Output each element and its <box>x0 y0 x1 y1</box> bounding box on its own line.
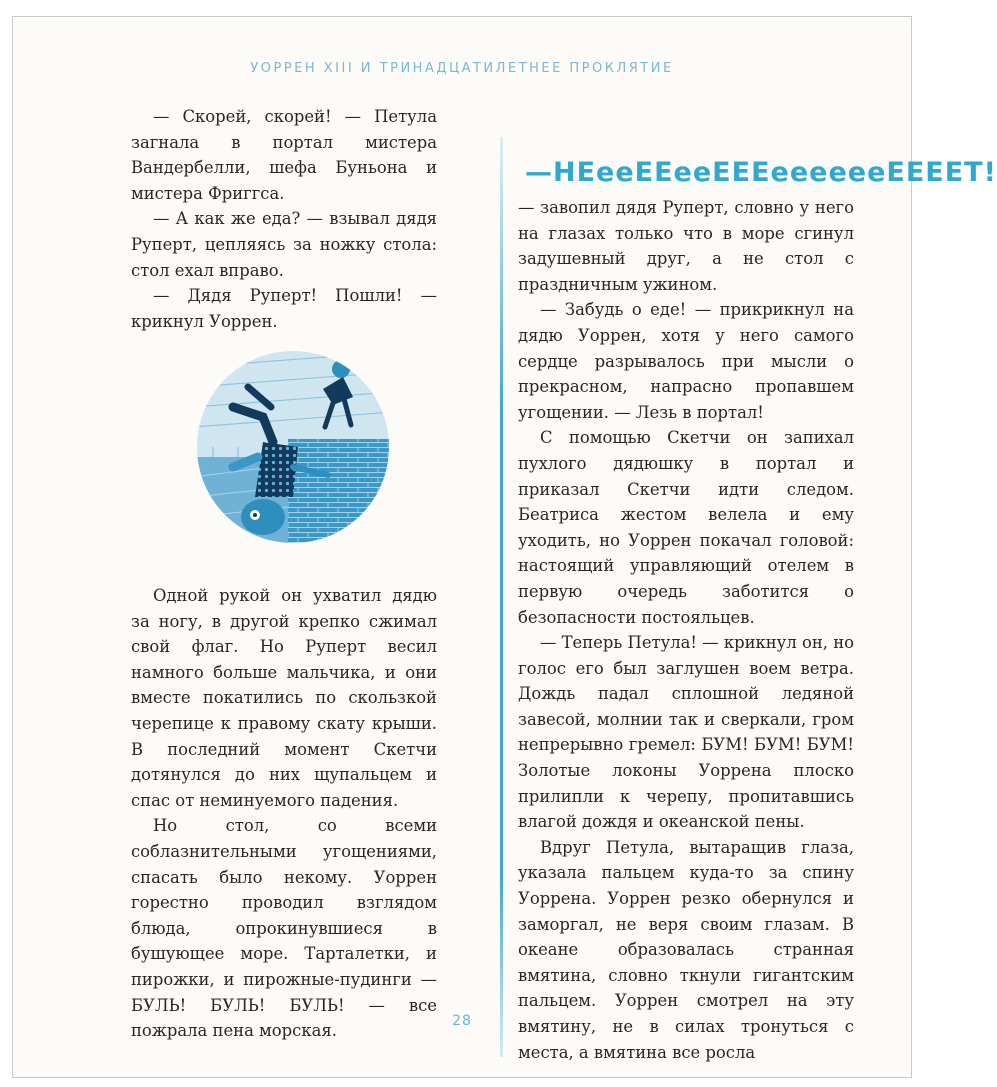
page-number: 28 <box>452 1013 472 1029</box>
paragraph: — Скорей, скорей! — Петула загнала в портал мистера Вандербелли, шефа Буньона и мистера Фриггса. <box>131 107 437 203</box>
paragraph: — Дядя Руперт! Пошли! — крикнул Уоррен. <box>131 286 437 331</box>
left-column-top <box>131 104 437 334</box>
illustration-falling-boy <box>193 347 393 547</box>
shout-heading: —НЕееЕЕееЕЕЕееееееЕЕЕЕТ! <box>525 157 997 188</box>
paragraph: — завопил дядя Руперт, словно у него на глазах только что в море сгинул задушевный друг, а не стол с праздничным ужином. <box>518 198 854 294</box>
paragraph: Но стол, со всеми соблазнительными угощениями, спасать было некому. Уоррен горестно проводил взглядом блюда, опрокинувшиеся в бушующее море. Тарталетки, и пирожки, и пирожные-пудинги — БУЛЬ! БУЛЬ! БУЛЬ! — все пожрала пена морская. <box>131 816 437 1041</box>
paragraph: Одной рукой он ухватил дядю за ногу, в другой крепко сжимал свой флаг. Но Руперт весил намного больше мальчика, и они вместе покатились по скользкой черепице к правому скату крыши. В последний момент Скетчи дотянулся до них щупальцем и спас от неминуемого падения. <box>131 586 437 810</box>
book-page <box>12 16 997 1078</box>
paragraph: С помощью Скетчи он запихал пухлого дядюшку в портал и приказал Скетчи идти следом. Беатриса жестом велела и ему уходить, но Уоррен покачал головой: настоящий управляющий отелем в первую очередь заботится о безопасности постояльцев. <box>518 428 854 627</box>
left-column-bottom <box>131 583 437 1044</box>
running-title: УОРРЕН XIII И ТРИНАДЦАТИЛЕТНЕЕ ПРОКЛЯТИЕ <box>250 61 674 76</box>
gutter-rule <box>500 137 503 1057</box>
paragraph: — Забудь о еде! — прикрикнул на дядю Уоррен, хотя у него самого сердце разрывалось при мысли о прекрасном, напрасно пропавшем угощении. — Лезь в портал! <box>518 300 854 422</box>
paragraph: — А как же еда? — взывал дядя Руперт, цепляясь за ножку стола: стол ехал вправо. <box>131 209 437 280</box>
paragraph: — Теперь Петула! — крикнул он, но голос его был заглушен воем ветра. Дождь падал сплошной ледяной завесой, молнии так и сверкали, гром непрерывно гремел: БУМ! БУМ! БУМ! Золотые локоны Уоррена плоско прилипли к черепу, пропитавшись влагой дождя и океанской пены. <box>518 633 854 832</box>
paragraph: Вдруг Петула, вытаращив глаза, указала пальцем куда-то за спину Уоррена. Уоррен резко обернулся и заморгал, не веря своим глазам. В океане образовалась странная вмятина, словно ткнули гигантским пальцем. Уоррен смотрел на эту вмятину, не в силах тронуться с места, а вмятина все росла <box>518 837 854 1062</box>
right-column <box>518 195 854 1065</box>
